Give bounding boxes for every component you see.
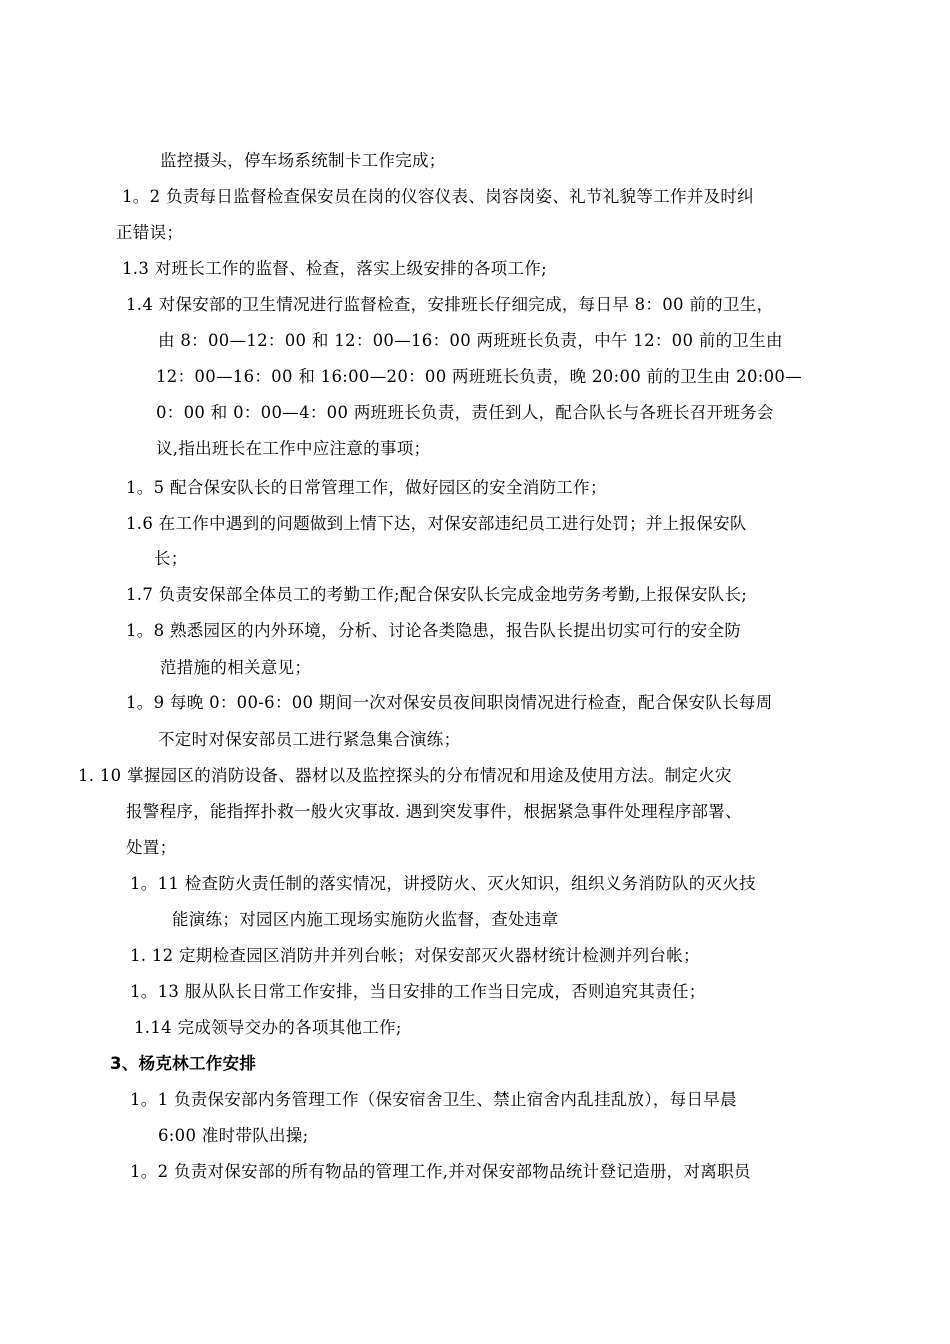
text-line: 1. 10 掌握园区的消防设备、器材以及监控探头的分布情况和用途及使用方法。制定火灾 [78, 766, 732, 785]
text-line: 1。5 配合保安队长的日常管理工作，做好园区的安全消防工作； [126, 478, 607, 497]
text-line: 议,指出班长在工作中应注意的事项； [156, 439, 431, 458]
text-line: 1。2 负责对保安部的所有物品的管理工作,并对保安部物品统计登记造册，对离职员 [130, 1162, 751, 1181]
text-line: 0：00 和 0：00—4：00 两班班长负责，责任到人，配合队长与各班长召开班务会 [156, 403, 774, 422]
text-line: 1。8 熟悉园区的内外环境，分析、讨论各类隐患，报告队长提出切实可行的安全防 [126, 621, 742, 640]
text-line: 6:00 准时带队出操; [158, 1126, 309, 1145]
text-line: 12：00—16：00 和 16:00—20：00 两班班长负责，晚 20:00 前的卫生由 20:00— [156, 367, 802, 386]
text-line: 1。9 每晚 0：00-6：00 期间一次对保安员夜间职岗情况进行检查，配合保安队长每周 [126, 693, 773, 712]
text-line: 1.4 对保安部的卫生情况进行监督检查，安排班长仔细完成，每日早 8：00 前的卫生， [126, 295, 774, 314]
text-line: 长； [154, 549, 188, 568]
text-line: 1.3 对班长工作的监督、检查，落实上级安排的各项工作; [122, 259, 547, 278]
text-line: 1.14 完成领导交办的各项其他工作; [134, 1018, 402, 1037]
text-line: 范措施的相关意见； [160, 658, 312, 677]
text-line: 1.7 负责安保部全体员工的考勤工作;配合保安队长完成金地劳务考勤,上报保安队长; [126, 585, 748, 604]
section-heading: 3、杨克林工作安排 [110, 1054, 257, 1073]
text-line: 监控摄头，停车场系统制卡工作完成； [160, 151, 446, 170]
text-line: 报警程序，能指挥扑救一般火灾事故. 遇到突发事件，根据紧急事件处理程序部署、 [126, 802, 742, 821]
text-line: 能演练；对园区内施工现场实施防火监督，查处违章 [172, 910, 559, 929]
text-line: 不定时对保安部员工进行紧急集合演练； [158, 730, 461, 749]
text-line: 1。11 检查防火责任制的落实情况，讲授防火、灭火知识，组织义务消防队的灭火技 [130, 874, 756, 893]
text-line: 1。2 负责每日监督检查保安员在岗的仪容仪表、岗容岗姿、礼节礼貌等工作并及时纠 [122, 187, 754, 206]
text-line: 正错误； [116, 223, 184, 242]
text-line: 1。13 服从队长日常工作安排，当日安排的工作当日完成，否则追究其责任； [130, 982, 706, 1001]
text-line: 处置； [126, 838, 177, 857]
text-line: 1. 12 定期检查园区消防井并列台帐；对保安部灭火器材统计检测并列台帐； [130, 946, 700, 965]
text-line: 1.6 在工作中遇到的问题做到上情下达，对保安部违纪员工进行处罚；并上报保安队 [126, 514, 747, 533]
text-line: 1。1 负责保安部内务管理工作（保安宿舍卫生、禁止宿舍内乱挂乱放），每日早晨 [130, 1090, 737, 1109]
text-line: 由 8：00—12：00 和 12：00—16：00 两班班长负责，中午 12：00 前的卫生由 [158, 331, 783, 350]
